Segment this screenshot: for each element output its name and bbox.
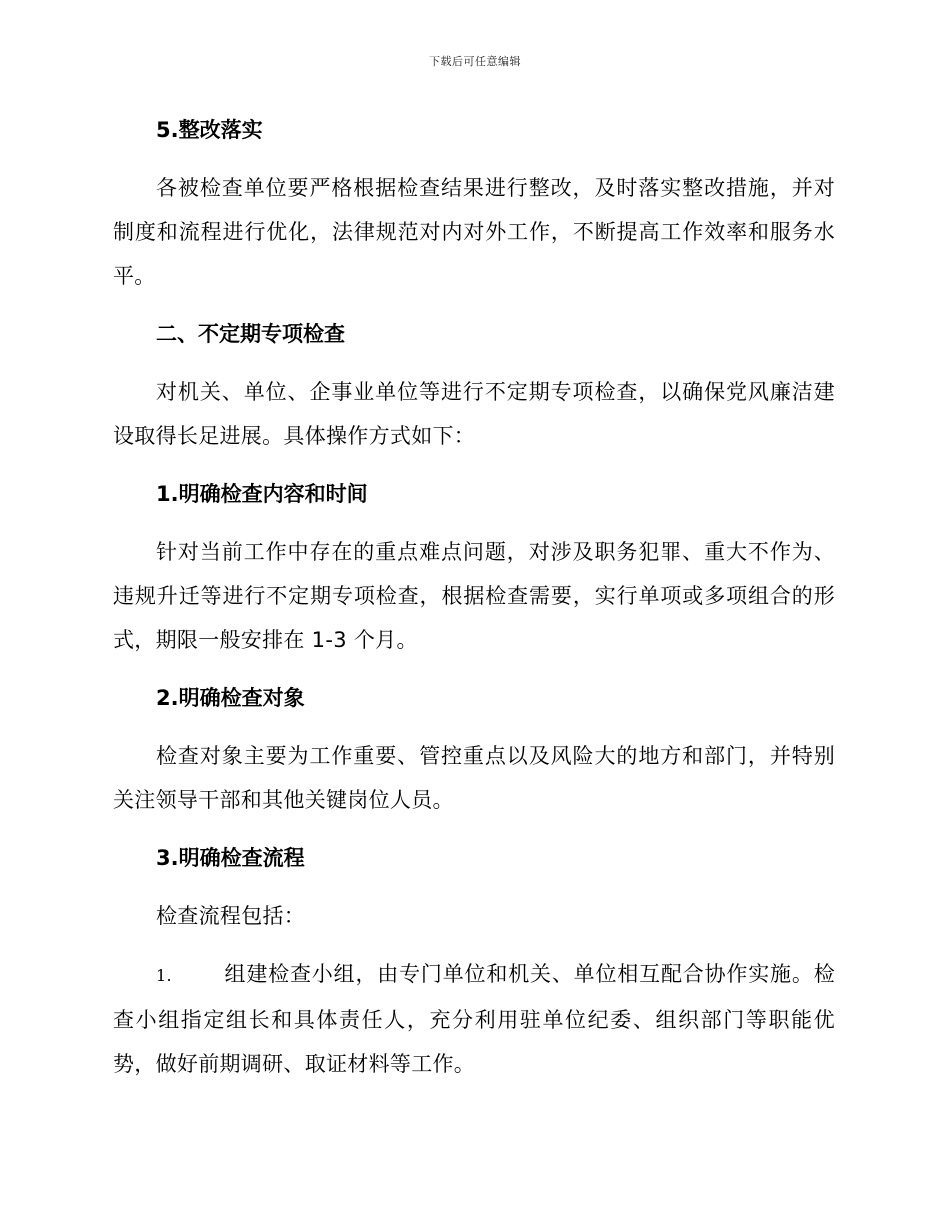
list-item-text: 组建检查小组，由专门单位和机关、单位相互配合协作实施。检查小组指定组长和具体责任人，充分利用驻单位纪委、组织部门等职能优势，做好前期调研、取证材料等工作。 xyxy=(113,962,835,1076)
section-heading: 2.明确检查对象 xyxy=(156,686,305,710)
list-item xyxy=(113,952,835,1086)
paragraph: 检查流程包括： xyxy=(156,904,306,928)
paragraph: 各被检查单位要严格根据检查结果进行整改，及时落实整改措施，并对制度和流程进行优化，法律规范对内对外工作，不断提高工作效率和服务水平。 xyxy=(113,176,835,288)
document-body xyxy=(113,108,835,1086)
paragraph: 对机关、单位、企事业单位等进行不定期专项检查，以确保党风廉洁建设取得长足进展。具体操作方式如下： xyxy=(113,380,835,448)
section-heading: 3.明确检查流程 xyxy=(156,846,305,870)
paragraph: 针对当前工作中存在的重点难点问题，对涉及职务犯罪、重大不作为、违规升迁等进行不定期专项检查，根据检查需要，实行单项或多项组合的形式，期限一般安排在 1-3 个月。 xyxy=(113,540,835,652)
paragraph: 检查对象主要为工作重要、管控重点以及风险大的地方和部门，并特别关注领导干部和其他关键岗位人员。 xyxy=(113,744,835,812)
section-heading: 5.整改落实 xyxy=(156,118,263,142)
section-heading: 二、不定期专项检查 xyxy=(156,322,345,346)
list-number: 1. xyxy=(156,966,172,985)
page-header: 下载后可任意编辑 xyxy=(429,55,521,68)
section-heading: 1.明确检查内容和时间 xyxy=(156,482,368,506)
